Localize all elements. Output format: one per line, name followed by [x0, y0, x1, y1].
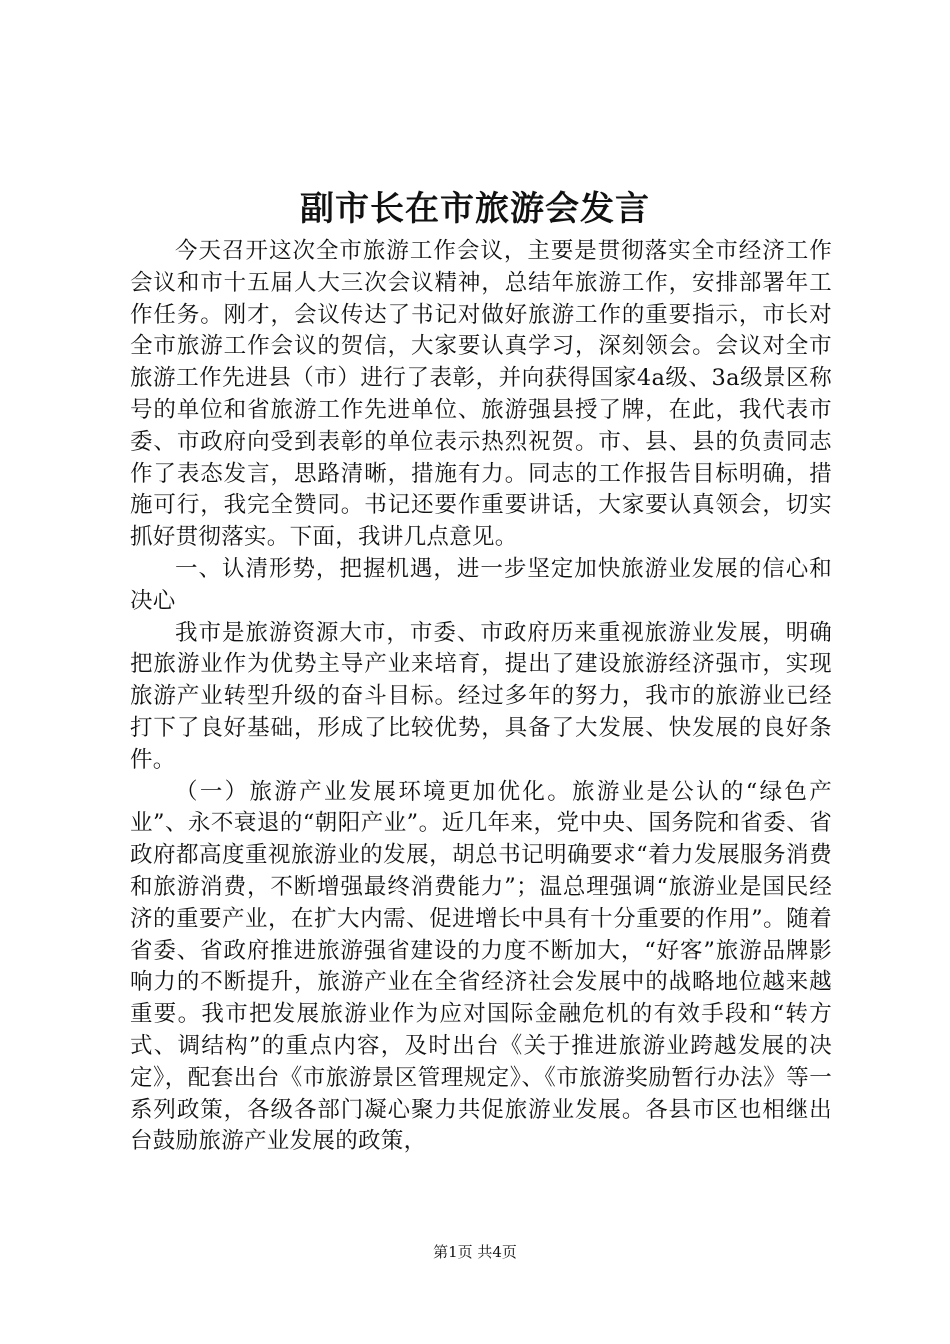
page-number-footer: 第1页 共4页: [433, 1243, 517, 1261]
paragraph-opening: 今天召开这次全市旅游工作会议，主要是贯彻落实全市经济工作会议和市十五届人大三次会议精神，总结年旅游工作，安排部署年工作任务。刚才，会议传达了书记对做好旅游工作的重要指示，市长对全市旅游工作会议的贺信，大家要认真学习，深刻领会。会议对全市旅游工作先进县（市）进行了表彰，并向获得国家4a级、3a级景区称号的单位和省旅游工作先进单位、旅游强县授了牌，在此，我代表市委、市政府向受到表彰的单位表示热烈祝贺。市、县、县的负责同志作了表态发言，思路清晰，措施有力。同志的工作报告目标明确，措施可行，我完全赞同。书记还要作重要讲话，大家要认真领会，切实抓好贯彻落实。下面，我讲几点意见。: [130, 238, 832, 551]
document-body: [130, 236, 832, 1158]
document-title: 副市长在市旅游会发言: [300, 189, 650, 229]
section-heading-1: 一、认清形势，把握机遇，进一步坚定加快旅游业发展的信心和决心: [130, 555, 832, 614]
paragraph-environment: （一）旅游产业发展环境更加优化。旅游业是公认的“绿色产业”、永不衰退的“朝阳产业”。近几年来，党中央、国务院和省委、省政府都高度重视旅游业的发展，胡总书记明确要求“着力发展服务消费和旅游消费，不断增强最终消费能力”；温总理强调“旅游业是国民经济的重要产业，在扩大内需、促进增长中具有十分重要的作用”。随着省委、省政府推进旅游强省建设的力度不断加大，“好客”旅游品牌影响力的不断提升，旅游产业在全省经济社会发展中的战略地位越来越重要。我市把发展旅游业作为应对国际金融危机的有效手段和“转方式、调结构”的重点内容，及时出台《关于推进旅游业跨越发展的决定》，配套出台《市旅游景区管理规定》、《市旅游奖励暂行办法》等一系列政策，各级各部门凝心聚力共促旅游业发展。各县市区也相继出台鼓励旅游产业发展的政策，: [130, 778, 832, 1155]
paragraph-city-resources: 我市是旅游资源大市，市委、市政府历来重视旅游业发展，明确把旅游业作为优势主导产业来培育，提出了建设旅游经济强市，实现旅游产业转型升级的奋斗目标。经过多年的努力，我市的旅游业已经打下了良好基础，形成了比较优势，具备了大发展、快发展的良好条件。: [130, 619, 832, 773]
